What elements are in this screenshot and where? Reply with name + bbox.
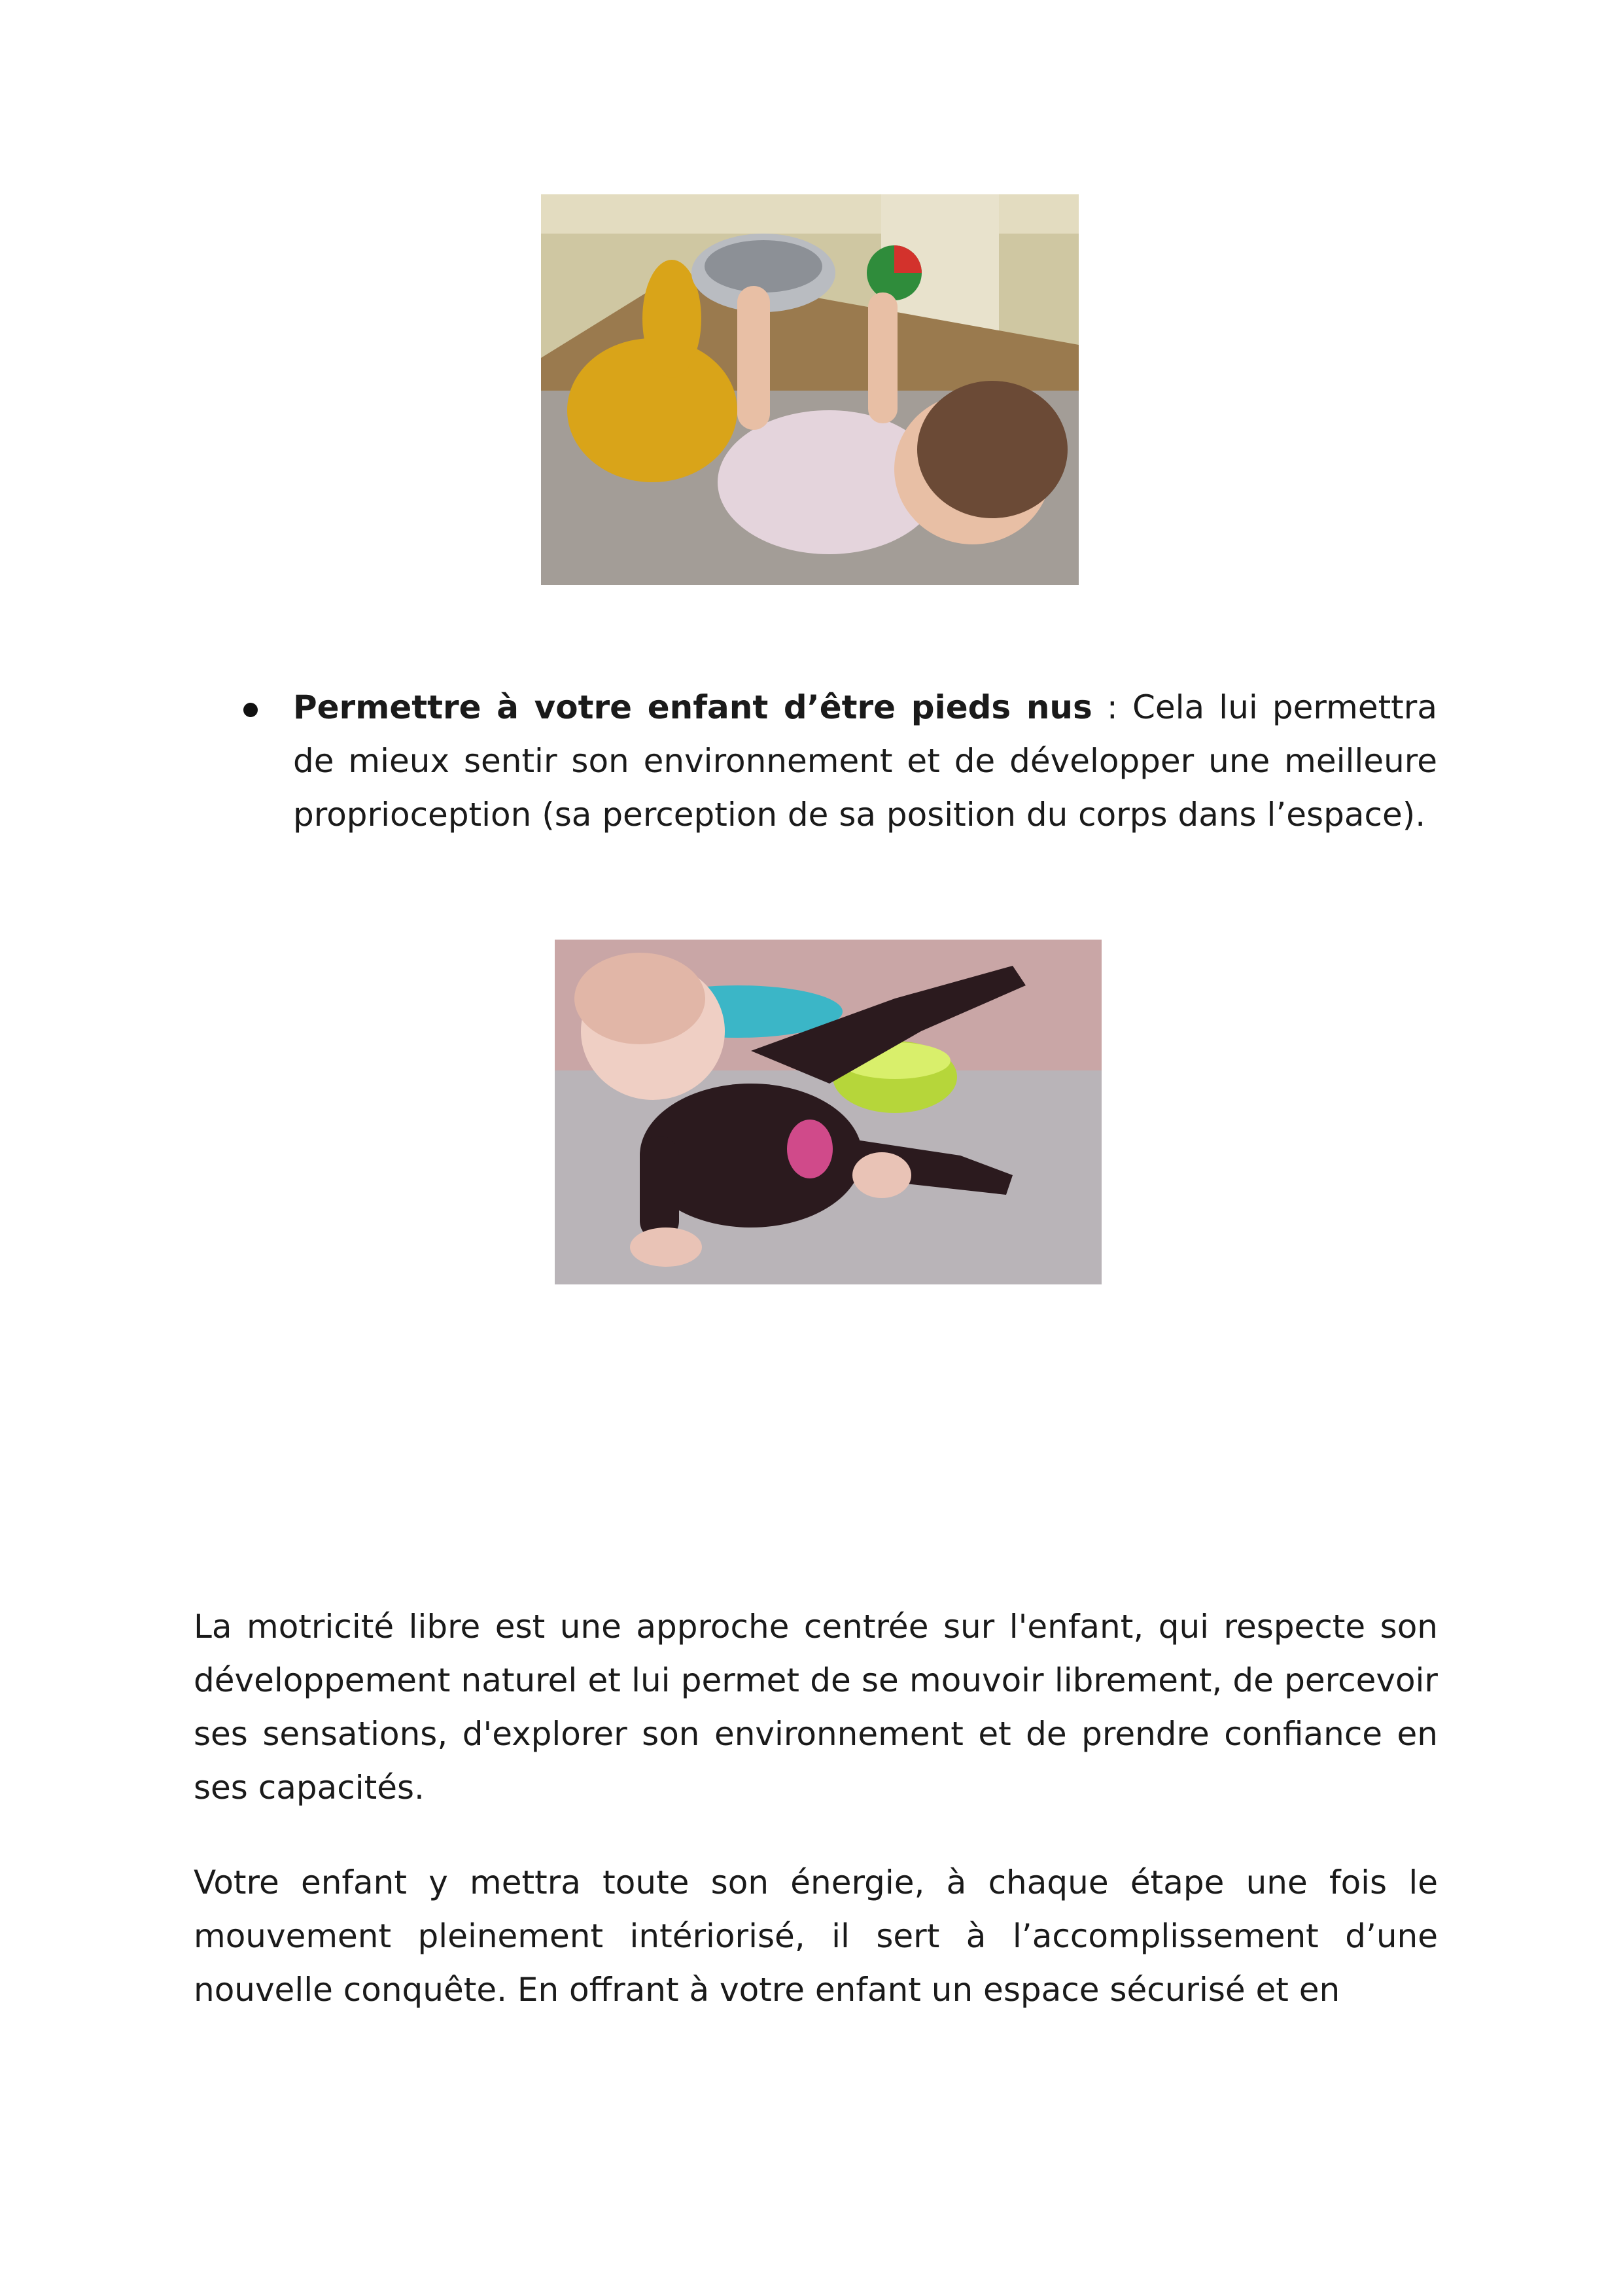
paragraph-energie-enfant: Votre enfant y mettra toute son énergie, à chaque étape une fois le mouvement pleinement intériorisé, il sert à l’accomplissement d’une nouvelle conquête. En offrant à votre enfant un espace sécurisé et en — [194, 1863, 1438, 2009]
bullet-item-pieds-nus — [243, 680, 1437, 841]
photo-baby-on-carpet-illustration — [555, 940, 1102, 1284]
paragraph-motricite-libre: La motricité libre est une approche centrée sur l'enfant, qui respecte son développement naturel et lui permet de se mouvoir librement, de percevoir ses sensations, d'explorer son environnement et de prendre confiance en ses capacités. — [194, 1608, 1438, 1807]
bullet-text — [293, 680, 1437, 841]
photo-baby-holding-bowl — [541, 194, 1079, 585]
bullet-bold-heading: Permettre à votre enfant d’être pieds nus — [293, 688, 1092, 726]
photo-baby-on-carpet — [555, 940, 1102, 1284]
bullet-body: : Cela lui permettra de mieux sentir son environnement et de développer une meilleure proprioception (sa perception de sa position du corps dans l’espace). — [293, 688, 1437, 834]
bullet-dot — [243, 703, 258, 717]
photo-baby-holding-bowl-illustration — [541, 194, 1079, 585]
